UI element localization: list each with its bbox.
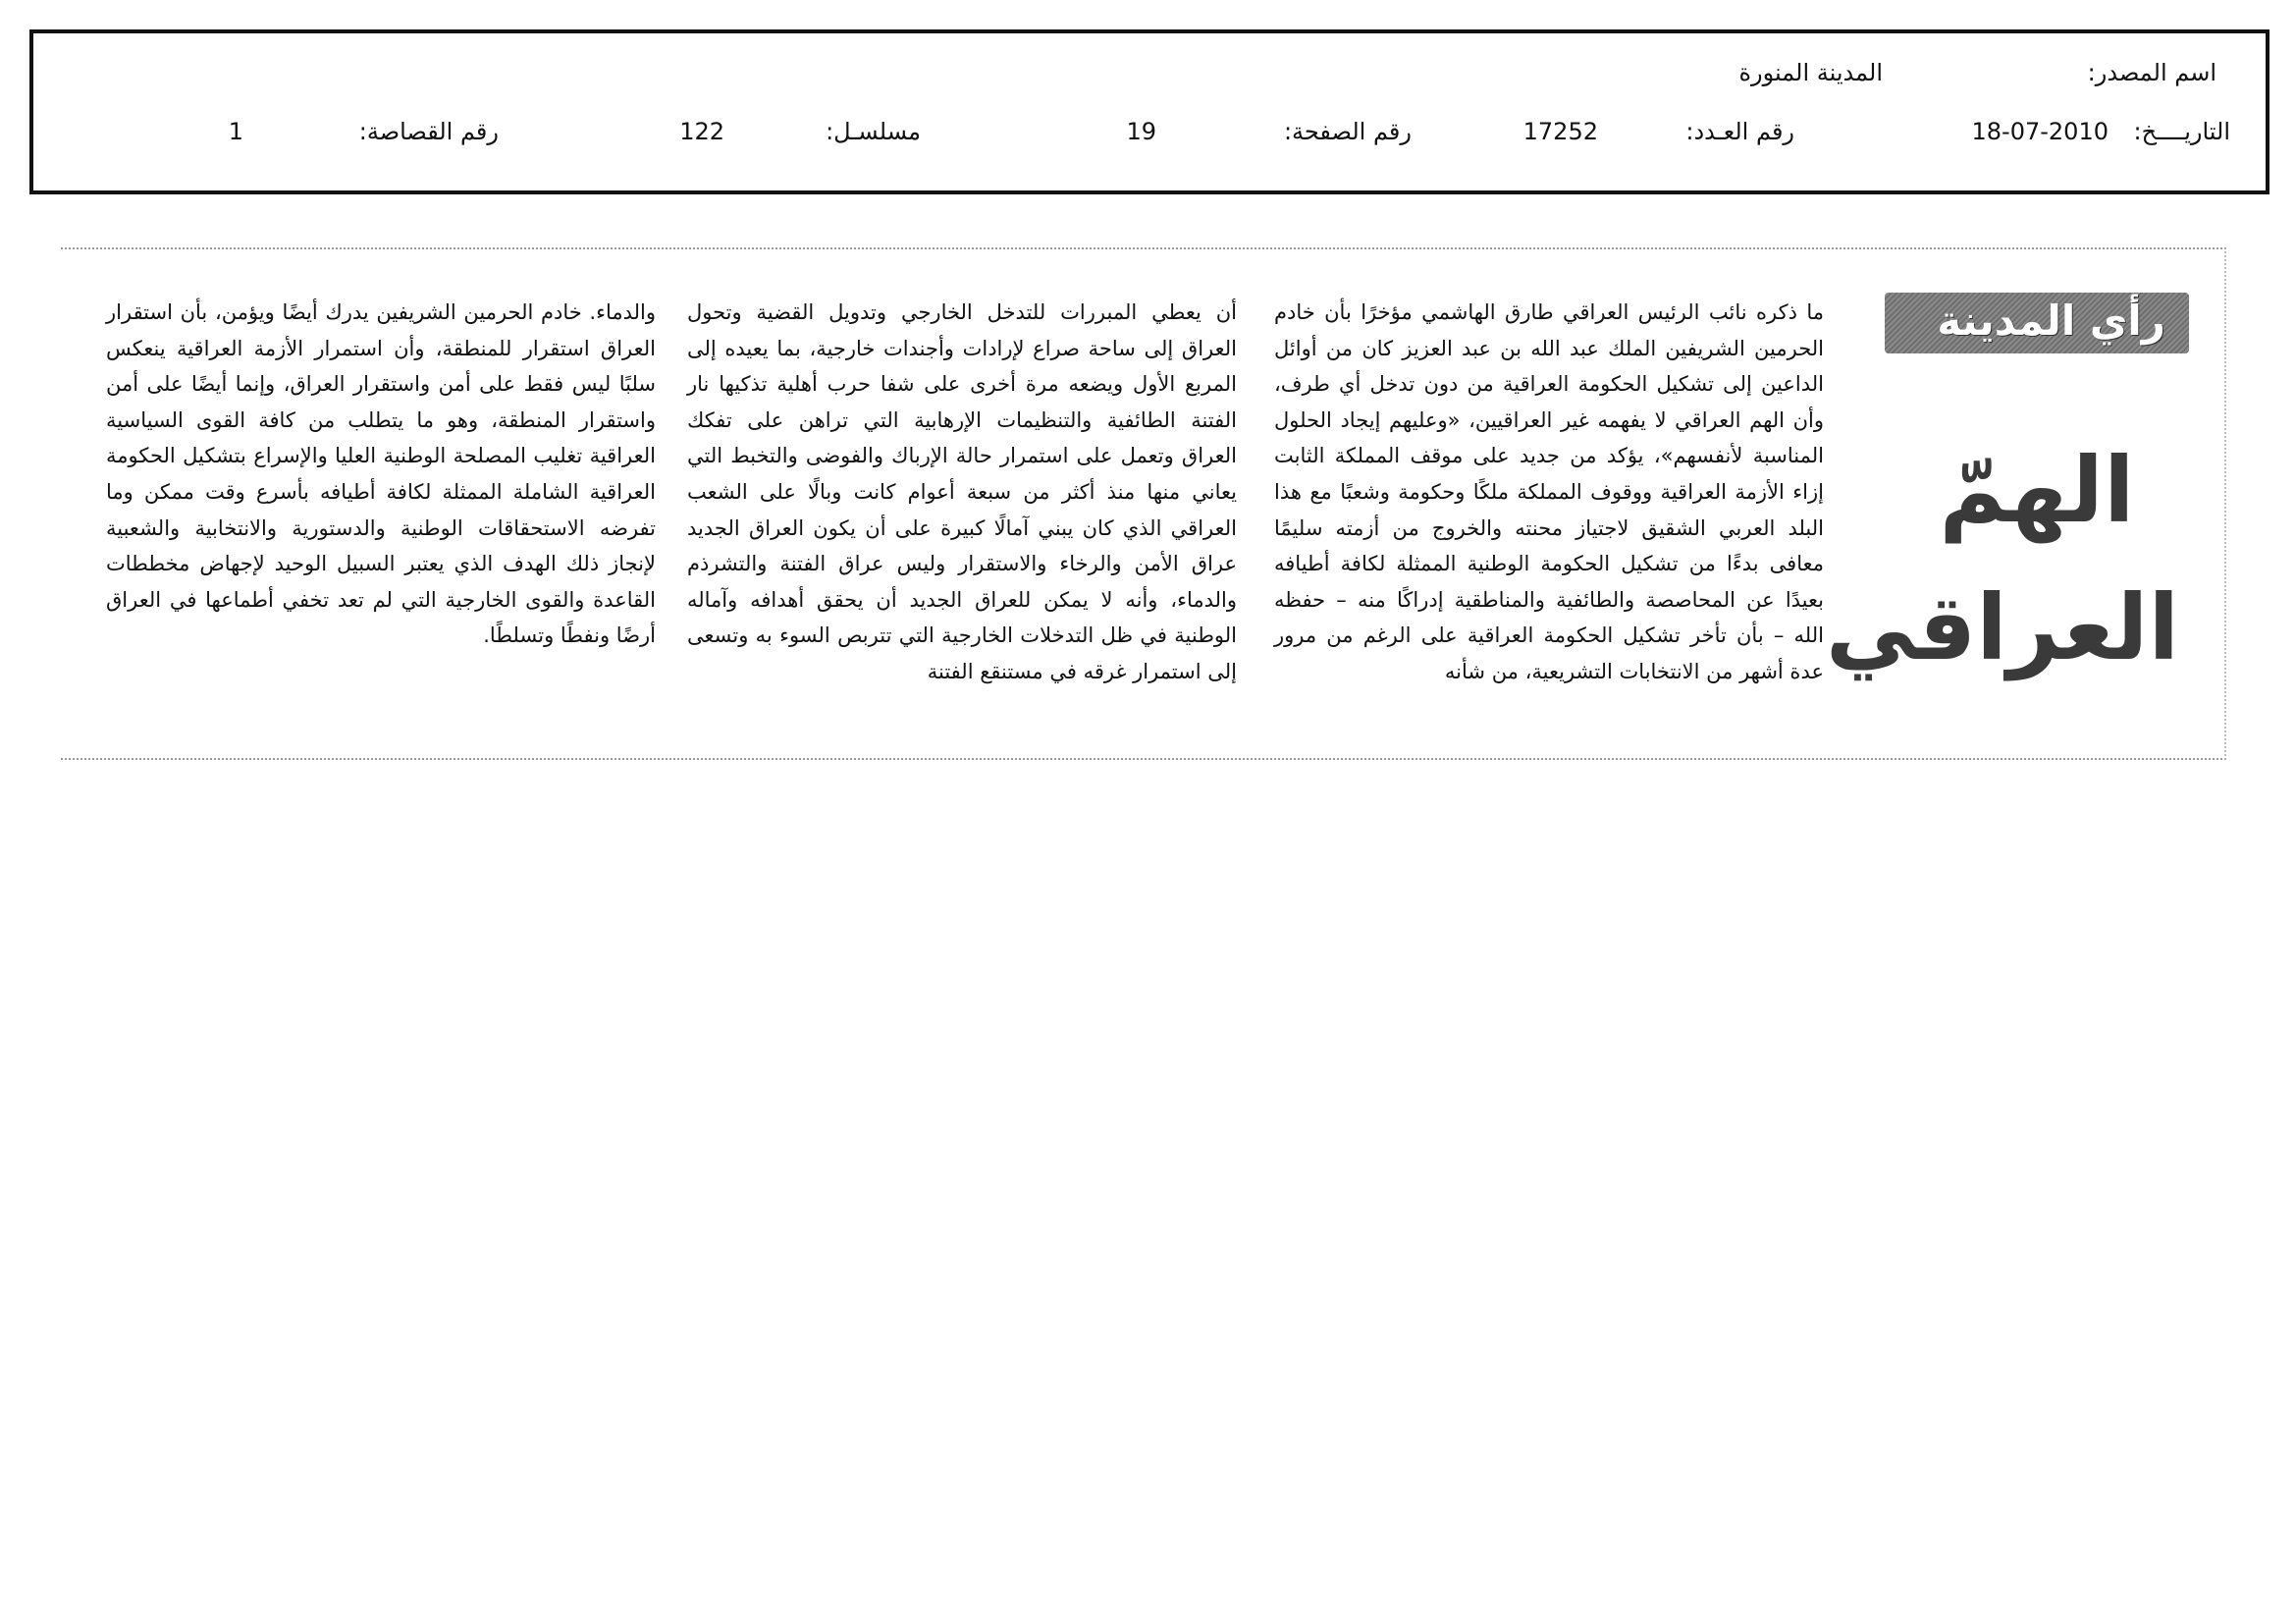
section-banner-text: رأي المدينة xyxy=(1937,297,2165,345)
date-value: 18-07-2010 xyxy=(1971,118,2109,145)
metadata-row-details xyxy=(33,118,2266,157)
column-3-text: والدماء. خادم الحرمين الشريفين يدرك أيضًا ويؤمن، بأن استقرار العراق استقرار للمنطقة، وأن استمرار الأزمة العراقية ينعكس سلبًا ليس فقط على أمن واستقرار العراق، وإنما أيضًا على أمن واستقرار المنطقة، وهو ما يتطلب من كافة القوى السياسية العراقية تغليب المصلحة الوطنية العليا والإسراع بتشكيل الحكومة العراقية الشاملة الممثلة لكافة أطيافه بأسرع وقت ممكن وما تفرضه الاستحقاقات الوطنية والدستورية والانتخابية والشعبية لإنجاز ذلك الهدف الذي يعتبر السبيل الوحيد لإجهاض مخططات القاعدة والقوى الخارجية التي لم تعد تخفي أطماعها في العراق أرضًا ونفطًا وتسلطًا. xyxy=(106,300,656,648)
section-banner xyxy=(1885,293,2189,353)
article-headline xyxy=(1825,422,2179,697)
column-2-text: أن يعطي المبررات للتدخل الخارجي وتدويل القضية وتحول العراق إلى ساحة صراع لإرادات وأجندات خارجية، بما يعيده إلى المربع الأول ويضعه مرة أخرى على شفا حرب أهلية تذكيها نار الفتنة الطائفية والتنظيمات الإرهابية التي تراهن على تفكك العراق وتعمل على استمرار حالة الإرباك والفوضى والتخبط التي يعاني منها منذ أكثر من سبعة أعوام كانت وبالًا على الشعب العراقي الذي كان يبني آمالًا كبيرة على أن يكون العراق الجديد عراق الأمن والرخاء والاستقرار وليس عراق الفتنة والتشرذم والدماء، وأنه لا يمكن للعراق الجديد أن يحقق أهدافه وآماله الوطنية في ظل التدخلات الخارجية التي تتربص السوء به وتسعى إلى استمرار غرقه في مستنقع الفتنة xyxy=(687,300,1237,683)
issue-value: 17252 xyxy=(1522,118,1598,145)
metadata-row-source xyxy=(33,59,2266,98)
article-column-3 xyxy=(106,295,656,654)
clip-label: رقم القصاصة: xyxy=(358,118,499,145)
page-label: رقم الصفحة: xyxy=(1283,118,1412,145)
headline-line-1: الهمّ xyxy=(1939,438,2135,543)
serial-label: مسلسـل: xyxy=(826,118,921,145)
article-column-1 xyxy=(1274,295,1824,690)
metadata-box xyxy=(29,29,2269,194)
source-label: اسم المصدر: xyxy=(2087,59,2216,86)
article-column-2 xyxy=(687,295,1237,690)
headline-line-2: العراقي xyxy=(1825,575,2179,680)
issue-label: رقم العـدد: xyxy=(1685,118,1794,145)
page-value: 19 xyxy=(1126,118,1156,145)
column-1-text: ما ذكره نائب الرئيس العراقي طارق الهاشمي مؤخرًا بأن خادم الحرمين الشريفين الملك عبد الله بن عبد العزيز كان من أوائل الداعين إلى تشكيل الحكومة العراقية من دون تدخل أي طرف، وأن الهم العراقي لا يفهمه غير العراقيين، «وعليهم إيجاد الحلول المناسبة لأنفسهم»، يؤكد من جديد على موقف المملكة الثابت إزاء الأزمة العراقية ووقوف المملكة ملكًا وحكومة وشعبًا مع هذا البلد العربي الشقيق لاجتياز محنته والخروج من أزمته سليمًا معافى بدءًا من تشكيل الحكومة الوطنية الممثلة لكافة أطيافه بعيدًا عن المحاصصة والطائفية والمناطقية إدراكًا منه – حفظه الله – بأن تأخر تشكيل الحكومة العراقية على الرغم من مرور عدة أشهر من الانتخابات التشريعية، من شأنه xyxy=(1274,300,1824,683)
clip-value: 1 xyxy=(228,118,243,145)
date-label: التاريــــخ: xyxy=(2133,118,2230,145)
serial-value: 122 xyxy=(679,118,724,145)
source-value: المدينة المنورة xyxy=(1738,59,1883,86)
